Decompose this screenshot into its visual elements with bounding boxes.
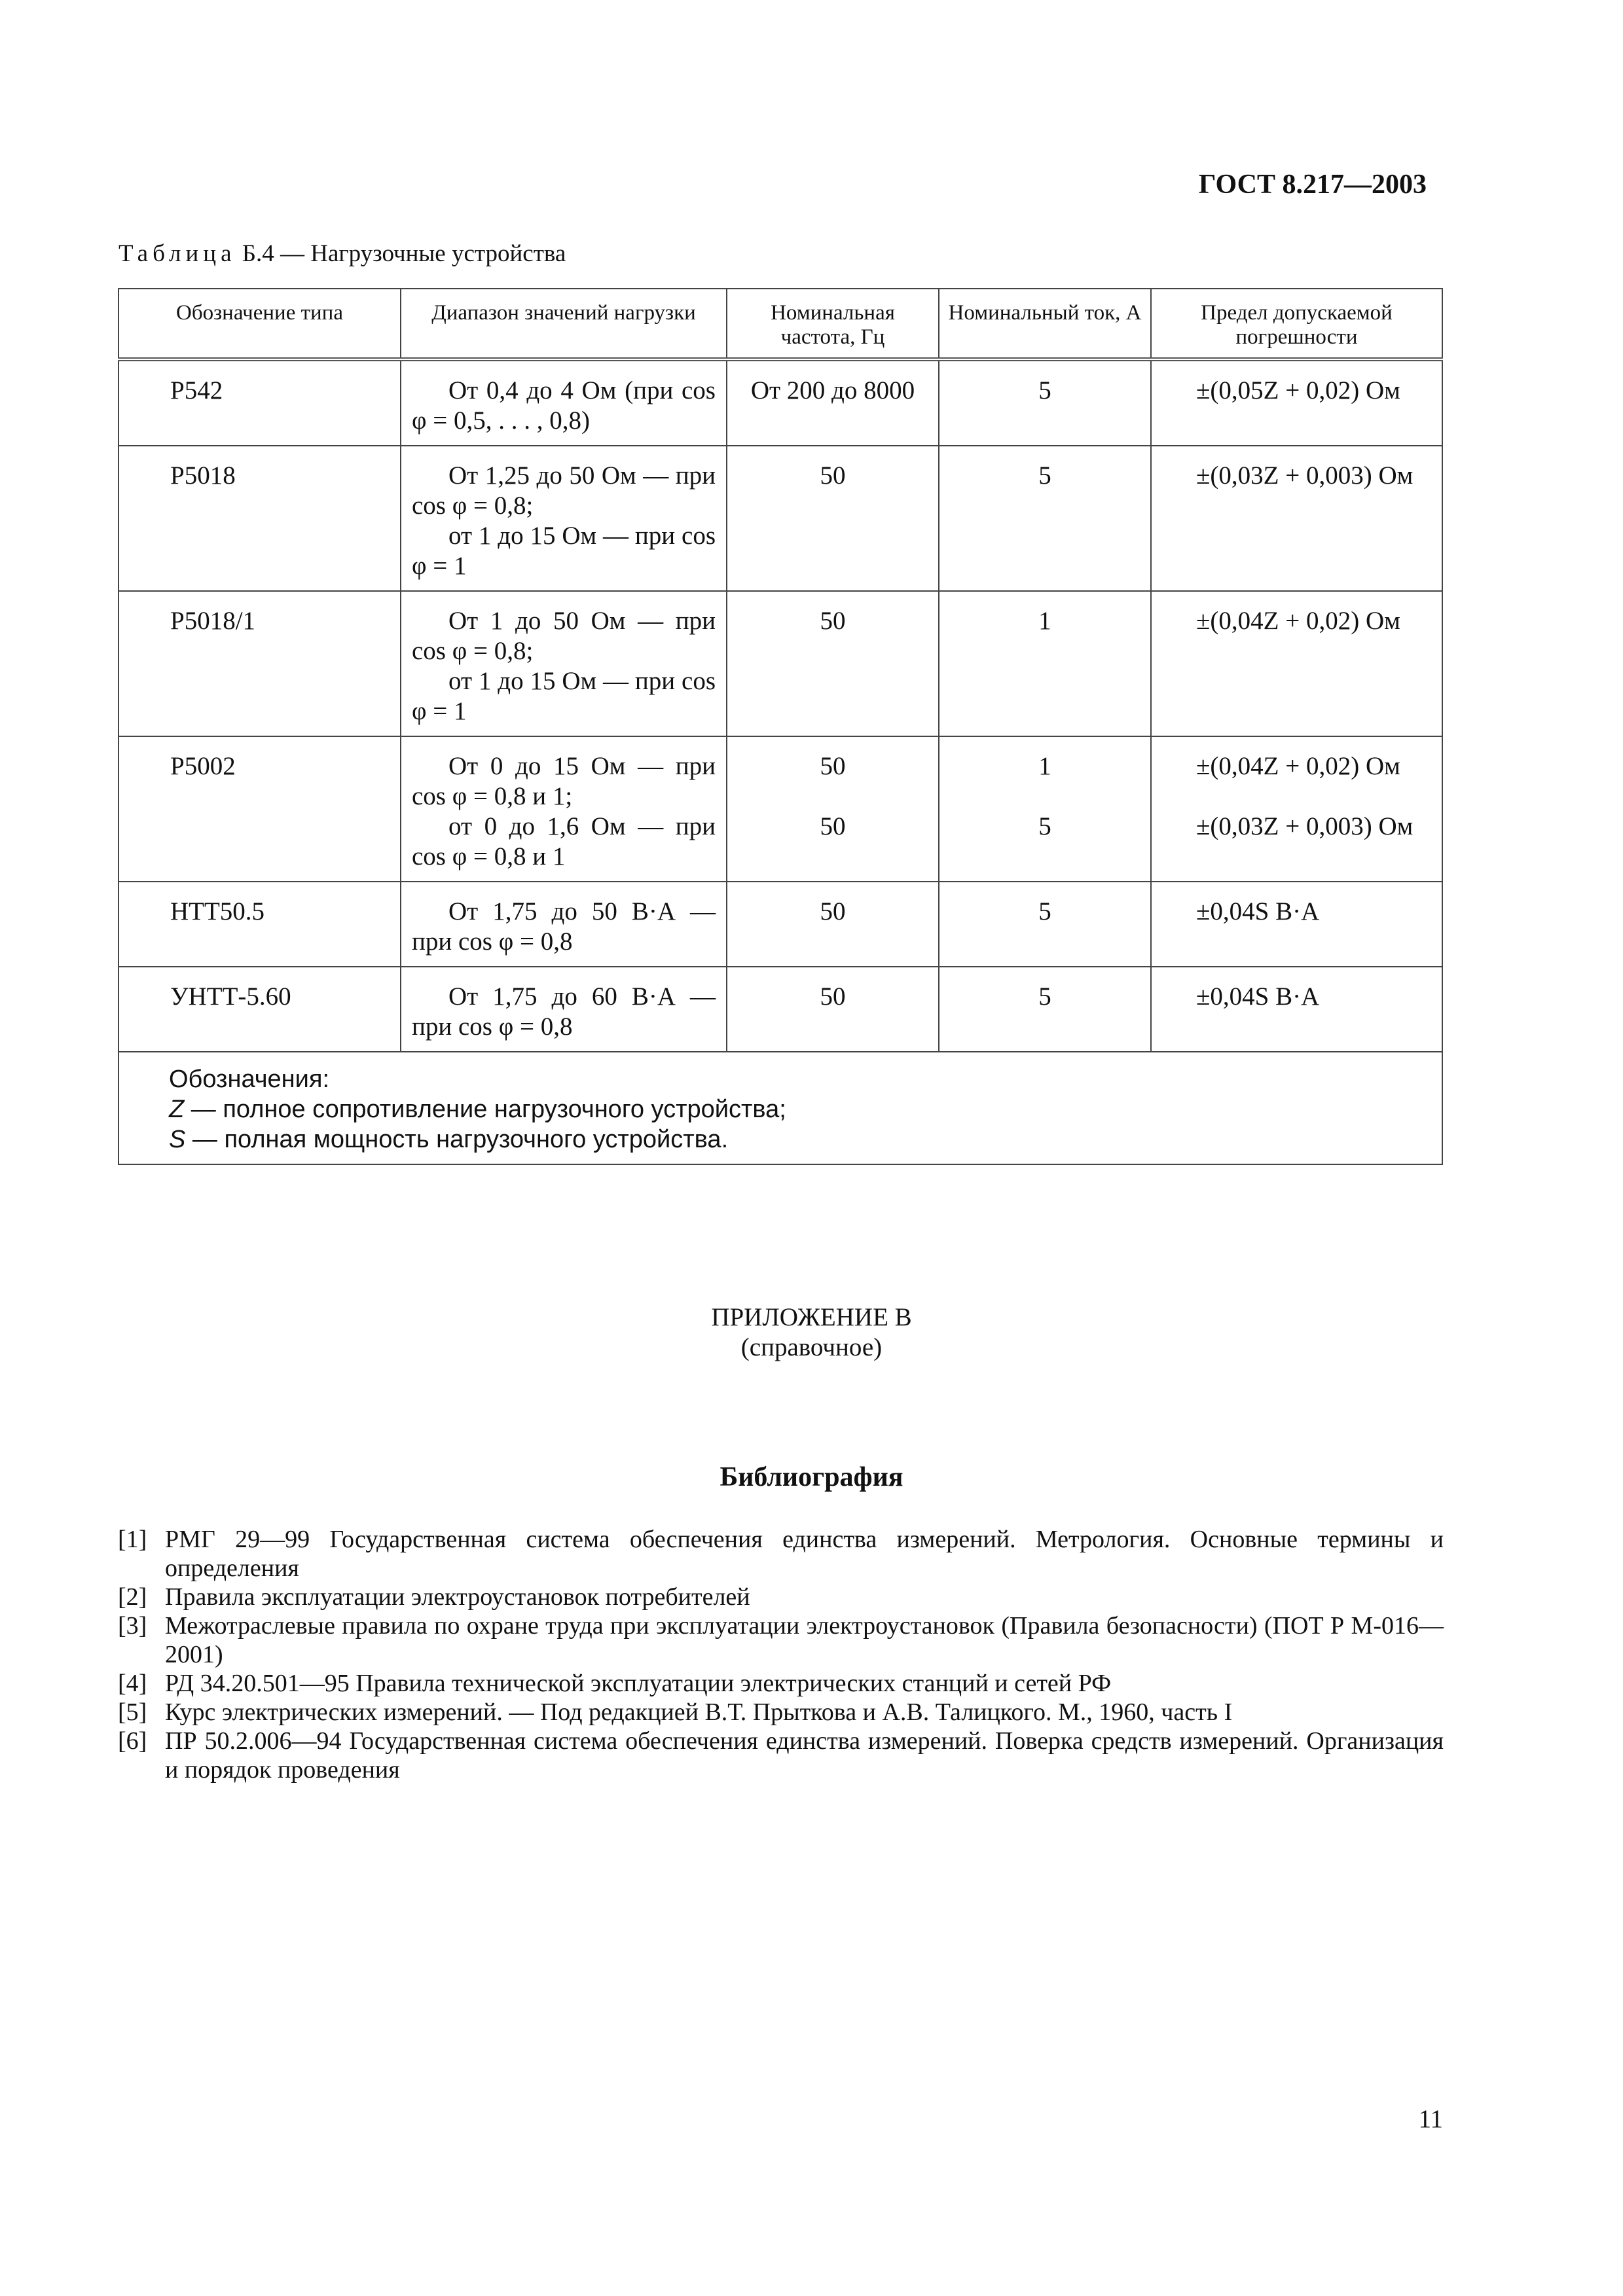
cell-range: [401, 736, 727, 882]
note-symbol: Z: [169, 1096, 185, 1123]
cell-error-limit: ±0,04S В·А: [1151, 967, 1442, 1052]
bibliography-item: [118, 1583, 1444, 1611]
range-line: От 1,75 до 60 В·А — при cos φ = 0,8: [412, 982, 716, 1041]
error-value: ±(0,03Z + 0,003) Ом: [1196, 812, 1413, 840]
cell-frequency: 50: [727, 591, 939, 736]
table-row: [119, 591, 1442, 736]
cell-current: 5: [939, 882, 1151, 967]
appendix-title: [0, 1302, 1623, 1363]
cell-type: УНТТ-5.60: [119, 967, 401, 1052]
notes-title: Обозначения:: [169, 1066, 330, 1093]
cell-frequency: 50: [727, 446, 939, 591]
table-row: [119, 736, 1442, 882]
note-text: — полная мощность нагрузочного устройства.: [185, 1126, 729, 1153]
note-item: [169, 1124, 1392, 1155]
cell-error-limit: ±(0,03Z + 0,003) Ом: [1151, 446, 1442, 591]
cell-error-limit: ±0,04S В·А: [1151, 882, 1442, 967]
table-row: [119, 446, 1442, 591]
cell-frequency: 50: [727, 967, 939, 1052]
cell-range: [401, 446, 727, 591]
bibliography-text: Курс электрических измерений. — Под редакцией В.Т. Прыткова и А.В. Талицкого. М., 1960, часть I: [165, 1698, 1233, 1726]
current-value: 5: [1038, 812, 1051, 840]
cell-type: Р5002: [119, 736, 401, 882]
bibliography-item: [118, 1669, 1444, 1698]
cell-frequency: 50: [727, 882, 939, 967]
cell-current: 5: [939, 446, 1151, 591]
header-error-limit: Предел допускаемой погрешности: [1151, 289, 1442, 359]
bibliography-number: [1]: [118, 1526, 147, 1553]
bibliography-number: [5]: [118, 1698, 147, 1726]
header-range: Диапазон значений нагрузки: [401, 289, 727, 359]
header-current: Номинальный ток, А: [939, 289, 1151, 359]
table-row: [119, 967, 1442, 1052]
cell-range: [401, 591, 727, 736]
page-number: 11: [1418, 2105, 1443, 2133]
cell-type: Р542: [119, 359, 401, 446]
document-code: ГОСТ 8.217—2003: [1198, 170, 1427, 200]
cell-range: [401, 967, 727, 1052]
header-type: Обозначение типа: [119, 289, 401, 359]
current-value: 1: [1038, 752, 1051, 780]
range-line: от 0 до 1,6 Ом — при cos φ = 0,8 и 1: [412, 812, 716, 870]
bibliography-item: [118, 1611, 1444, 1669]
note-text: — полное сопротивление нагрузочного устройства;: [184, 1096, 786, 1123]
table-caption-title: Б.4 — Нагрузочные устройства: [236, 240, 566, 267]
bibliography-number: [4]: [118, 1670, 147, 1697]
cell-error-limit: ±(0,05Z + 0,02) Ом: [1151, 359, 1442, 446]
error-value: ±(0,04Z + 0,02) Ом: [1196, 752, 1400, 780]
cell-error-limit: [1151, 736, 1442, 882]
load-devices-table: [118, 288, 1443, 1165]
table-caption: [119, 240, 566, 268]
range-line: От 0,4 до 4 Ом (при cos φ = 0,5, . . . , 0,8): [412, 376, 716, 435]
bibliography-text: Правила эксплуатации электроустановок потребителей: [165, 1583, 750, 1611]
cell-current: 5: [939, 359, 1151, 446]
bibliography-text: РМГ 29—99 Государственная система обеспечения единства измерений. Метрология. Основные термины и определения: [165, 1526, 1444, 1582]
bibliography-number: [2]: [118, 1583, 147, 1611]
bibliography-item: [118, 1525, 1444, 1583]
bibliography-list: [118, 1525, 1444, 1784]
note-item: [169, 1094, 1392, 1124]
table-caption-label: Таблица: [119, 240, 236, 267]
cell-current: 5: [939, 967, 1151, 1052]
range-line: от 1 до 15 Ом — при cos φ = 1: [412, 522, 716, 580]
cell-type: Р5018: [119, 446, 401, 591]
bibliography-item: [118, 1698, 1444, 1727]
appendix-subtitle: (справочное): [740, 1333, 883, 1361]
bibliography-text: РД 34.20.501—95 Правила технической эксплуатации электрических станций и сетей РФ: [165, 1670, 1112, 1697]
cell-error-limit: ±(0,04Z + 0,02) Ом: [1151, 591, 1442, 736]
cell-current: 1: [939, 591, 1151, 736]
table-row: [119, 359, 1442, 446]
frequency-value: 50: [820, 812, 846, 840]
appendix-heading: ПРИЛОЖЕНИЕ В: [711, 1303, 912, 1331]
bibliography-text: Межотраслевые правила по охране труда при эксплуатации электроустановок (Правила безопасности) (ПОТ Р М-016—2001): [165, 1612, 1444, 1668]
cell-type: Р5018/1: [119, 591, 401, 736]
note-symbol: S: [169, 1126, 186, 1153]
header-frequency: Номинальная частота, Гц: [727, 289, 939, 359]
bibliography-item: [118, 1727, 1444, 1784]
table-header-row: [119, 289, 1442, 359]
bibliography-number: [3]: [118, 1612, 147, 1640]
cell-range: [401, 882, 727, 967]
cell-current: [939, 736, 1151, 882]
range-line: От 0 до 15 Ом — при cos φ = 0,8 и 1;: [412, 752, 716, 810]
frequency-value: 50: [820, 752, 846, 780]
table-notes: [119, 1052, 1442, 1164]
range-line: От 1,75 до 50 В·А — при cos φ = 0,8: [412, 897, 716, 956]
range-line: От 1 до 50 Ом — при cos φ = 0,8;: [412, 607, 716, 665]
table-notes-row: [119, 1052, 1442, 1164]
table-row: [119, 882, 1442, 967]
bibliography-heading: Библиография: [720, 1462, 903, 1492]
cell-frequency: От 200 до 8000: [727, 359, 939, 446]
cell-range: [401, 359, 727, 446]
cell-frequency: [727, 736, 939, 882]
bibliography-number: [6]: [118, 1727, 147, 1755]
range-line: От 1,25 до 50 Ом — при cos φ = 0,8;: [412, 461, 716, 520]
range-line: от 1 до 15 Ом — при cos φ = 1: [412, 667, 716, 725]
bibliography-text: ПР 50.2.006—94 Государственная система обеспечения единства измерений. Поверка средств измерений. Организация и порядок проведения: [165, 1727, 1444, 1784]
cell-type: НТТ50.5: [119, 882, 401, 967]
